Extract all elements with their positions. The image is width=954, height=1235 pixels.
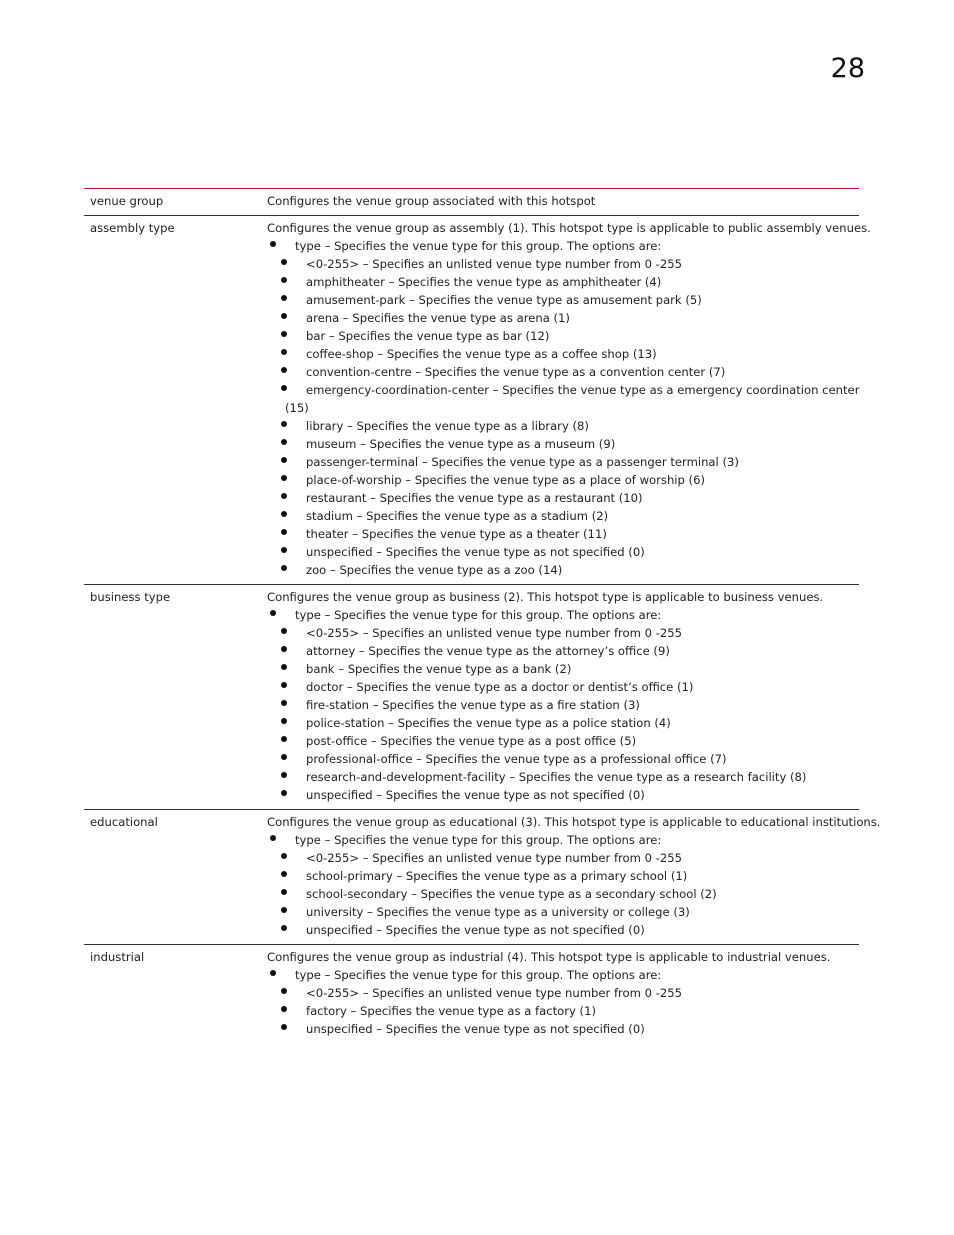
bullet-icon bbox=[281, 772, 287, 778]
table-row bbox=[84, 216, 871, 585]
list-item: <0-255> – Specifies an unlisted venue type number from 0 -255 bbox=[267, 849, 880, 867]
list-item: <0-255> – Specifies an unlisted venue type number from 0 -255 bbox=[267, 984, 859, 1002]
bullet-icon bbox=[281, 295, 287, 301]
bullet-icon bbox=[270, 970, 276, 976]
list-item: <0-255> – Specifies an unlisted venue type number from 0 -255 bbox=[267, 624, 859, 642]
param-name: assembly type bbox=[90, 221, 175, 235]
list-item: stadium – Specifies the venue type as a stadium (2) bbox=[267, 507, 871, 525]
param-description bbox=[267, 810, 880, 944]
list-item: school-secondary – Specifies the venue type as a secondary school (2) bbox=[267, 885, 880, 903]
bullet-icon bbox=[281, 277, 287, 283]
list-item: emergency-coordination-center – Specifies the venue type as a emergency coordination center bbox=[267, 381, 871, 399]
description-text: Configures the venue group as industrial (4). This hotspot type is applicable to industrial venues. bbox=[267, 950, 831, 964]
param-description bbox=[267, 585, 859, 809]
bullet-icon bbox=[281, 1024, 287, 1030]
list-item: place-of-worship – Specifies the venue type as a place of worship (6) bbox=[267, 471, 871, 489]
bullet-icon bbox=[281, 439, 287, 445]
list-item: passenger-terminal – Specifies the venue type as a passenger terminal (3) bbox=[267, 453, 871, 471]
table-row bbox=[84, 189, 859, 216]
param-description bbox=[267, 189, 859, 215]
bullet-icon bbox=[281, 349, 287, 355]
list-item: type – Specifies the venue type for this group. The options are: bbox=[267, 606, 859, 624]
param-name: educational bbox=[90, 815, 158, 829]
bullet-icon bbox=[281, 1006, 287, 1012]
list-item: type – Specifies the venue type for this group. The options are: bbox=[267, 966, 859, 984]
bullet-icon bbox=[281, 664, 287, 670]
param-name: business type bbox=[90, 590, 171, 604]
list-item: zoo – Specifies the venue type as a zoo (14) bbox=[267, 561, 871, 579]
list-item-continuation: (15) bbox=[285, 401, 309, 415]
list-item: museum – Specifies the venue type as a museum (9) bbox=[267, 435, 871, 453]
description-text: Configures the venue group as business (2). This hotspot type is applicable to business venues. bbox=[267, 590, 824, 604]
parameter-table bbox=[84, 188, 881, 1043]
bullet-icon bbox=[281, 313, 287, 319]
list-item: type – Specifies the venue type for this group. The options are: bbox=[267, 237, 871, 255]
list-item: school-primary – Specifies the venue type as a primary school (1) bbox=[267, 867, 880, 885]
description-text: Configures the venue group as educational (3). This hotspot type is applicable to educational institutions. bbox=[267, 815, 881, 829]
bullet-icon bbox=[281, 988, 287, 994]
list-item: university – Specifies the venue type as a university or college (3) bbox=[267, 903, 880, 921]
list-item: professional-office – Specifies the venue type as a professional office (7) bbox=[267, 750, 859, 768]
list-item: attorney – Specifies the venue type as the attorney’s office (9) bbox=[267, 642, 859, 660]
list-item: arena – Specifies the venue type as arena (1) bbox=[267, 309, 871, 327]
bullet-icon bbox=[281, 700, 287, 706]
bullet-icon bbox=[281, 259, 287, 265]
list-item: police-station – Specifies the venue type as a police station (4) bbox=[267, 714, 859, 732]
bullet-icon bbox=[281, 925, 287, 931]
list-item: library – Specifies the venue type as a library (8) bbox=[267, 417, 871, 435]
bullet-icon bbox=[281, 529, 287, 535]
bullet-icon bbox=[281, 367, 287, 373]
bullet-icon bbox=[281, 871, 287, 877]
table-row bbox=[84, 945, 859, 1043]
param-description bbox=[267, 945, 859, 1043]
bullet-icon bbox=[281, 907, 287, 913]
bullet-icon bbox=[281, 754, 287, 760]
bullet-icon bbox=[281, 475, 287, 481]
bullet-icon bbox=[281, 547, 287, 553]
bullet-icon bbox=[270, 610, 276, 616]
bullet-icon bbox=[270, 835, 276, 841]
list-item: type – Specifies the venue type for this group. The options are: bbox=[267, 831, 880, 849]
list-item: unspecified – Specifies the venue type as not specified (0) bbox=[267, 921, 880, 939]
bullet-icon bbox=[281, 457, 287, 463]
description-text: Configures the venue group associated with this hotspot bbox=[267, 194, 596, 208]
list-item: factory – Specifies the venue type as a factory (1) bbox=[267, 1002, 859, 1020]
list-item: amphitheater – Specifies the venue type as amphitheater (4) bbox=[267, 273, 871, 291]
list-item: unspecified – Specifies the venue type as not specified (0) bbox=[267, 1020, 859, 1038]
param-name: industrial bbox=[90, 950, 145, 964]
bullet-icon bbox=[281, 331, 287, 337]
chapter-number: 28 bbox=[830, 53, 865, 84]
list-item: amusement-park – Specifies the venue type as amusement park (5) bbox=[267, 291, 871, 309]
list-item: research-and-development-facility – Specifies the venue type as a research facility (8) bbox=[267, 768, 859, 786]
list-item: theater – Specifies the venue type as a theater (11) bbox=[267, 525, 871, 543]
list-item: <0-255> – Specifies an unlisted venue type number from 0 -255 bbox=[267, 255, 871, 273]
list-item: post-office – Specifies the venue type as a post office (5) bbox=[267, 732, 859, 750]
list-item: fire-station – Specifies the venue type as a fire station (3) bbox=[267, 696, 859, 714]
list-item: convention-centre – Specifies the venue type as a convention center (7) bbox=[267, 363, 871, 381]
list-item: bar – Specifies the venue type as bar (12) bbox=[267, 327, 871, 345]
list-item: doctor – Specifies the venue type as a doctor or dentist’s office (1) bbox=[267, 678, 859, 696]
bullet-icon bbox=[281, 736, 287, 742]
description-text: Configures the venue group as assembly (1). This hotspot type is applicable to public assembly venues. bbox=[267, 221, 871, 235]
bullet-icon bbox=[281, 718, 287, 724]
bullet-icon bbox=[281, 682, 287, 688]
bullet-icon bbox=[281, 421, 287, 427]
table-row bbox=[84, 585, 859, 810]
bullet-icon bbox=[281, 385, 287, 391]
bullet-icon bbox=[281, 511, 287, 517]
bullet-icon bbox=[281, 853, 287, 859]
param-description bbox=[267, 216, 871, 584]
table-row bbox=[84, 810, 881, 945]
param-name: venue group bbox=[90, 194, 164, 208]
list-item: restaurant – Specifies the venue type as a restaurant (10) bbox=[267, 489, 871, 507]
list-item: unspecified – Specifies the venue type as not specified (0) bbox=[267, 543, 871, 561]
bullet-icon bbox=[281, 493, 287, 499]
bullet-icon bbox=[281, 565, 287, 571]
bullet-icon bbox=[281, 790, 287, 796]
bullet-icon bbox=[281, 646, 287, 652]
bullet-icon bbox=[281, 628, 287, 634]
list-item: coffee-shop – Specifies the venue type as a coffee shop (13) bbox=[267, 345, 871, 363]
bullet-icon bbox=[270, 241, 276, 247]
list-item: bank – Specifies the venue type as a bank (2) bbox=[267, 660, 859, 678]
bullet-icon bbox=[281, 889, 287, 895]
list-item: unspecified – Specifies the venue type as not specified (0) bbox=[267, 786, 859, 804]
